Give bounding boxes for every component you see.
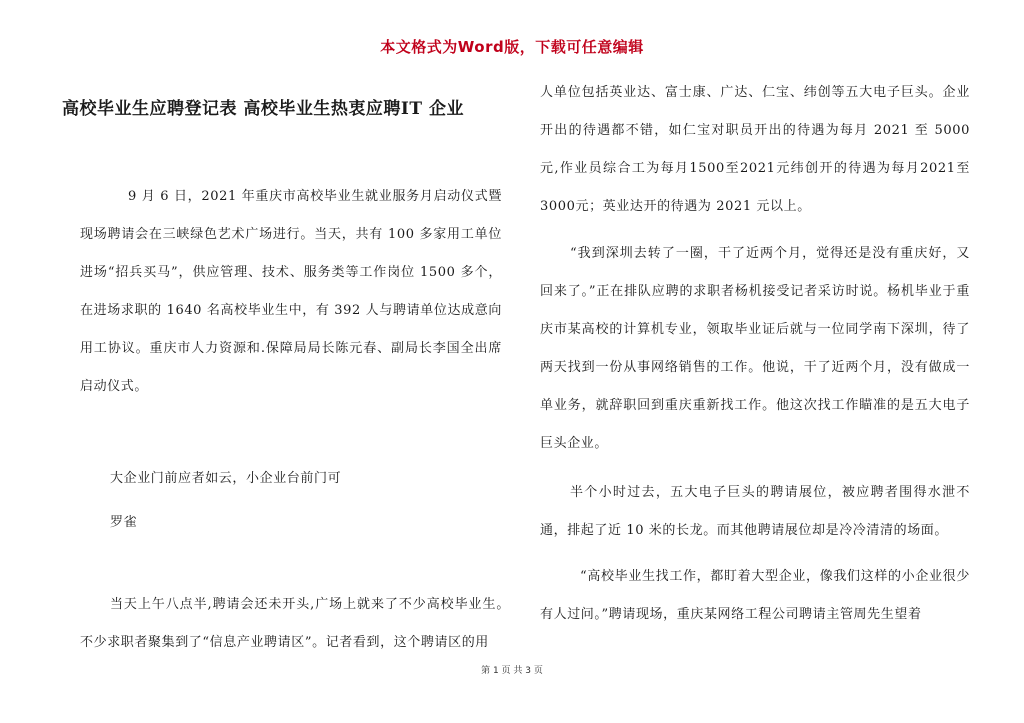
right-paragraph-2: “我到深圳去转了一圈，干了近两个月，觉得还是没有重庆好，又回来了。”正在排队应聘的求职者杨机接受记者采访时说。杨机毕业于重庆市某高校的计算机专业，领取毕业证后就与一位同学南下深圳，待了两天找到一份从事网络销售的工作。他说，干了近两个月，没有做成一单业务，就辞职回到重庆重新找工作。他这次找工作瞄准的是五大电子巨头企业。 <box>540 246 970 451</box>
download-banner: 本文格式为Word版，下载可任意编辑 <box>380 38 644 56</box>
section-subheading-line-2: 罗雀 <box>110 515 138 530</box>
left-paragraph-1: 9 月 6 日，2021 年重庆市高校毕业生就业服务月启动仪式暨现场聘请会在三峡绿色艺术广场进行。当天，共有 100 多家用工单位进场“招兵买马”，供应管理、技术、服务类等工作岗位 1500 多个，在进场求职的 1640 名高校毕业生中，有 392 人与聘请单位达成意向用工协议。重庆市人力资源和.保障局局长陈元春、副局长李国全出席启动仪式。 <box>80 189 502 394</box>
document-title: 高校毕业生应聘登记表 高校毕业生热衷应聘IT 企业 <box>62 99 464 119</box>
right-paragraph-4: “高校毕业生找工作，都盯着大型企业，像我们这样的小企业很少有人过问。”聘请现场，重庆某网络工程公司聘请主管周先生望着 <box>540 569 970 622</box>
right-paragraph-1: 人单位包括英业达、富士康、广达、仁宝、纬创等五大电子巨头。企业开出的待遇都不错，如仁宝对职员开出的待遇为每月 2021 至 5000 元,作业员综合工为每月1500至2021元纬创开的待遇为每月2021至3000元；英业达开的待遇为 2021 元以上。 <box>540 85 970 214</box>
right-paragraph-3: 半个小时过去，五大电子巨头的聘请展位，被应聘者围得水泄不通，排起了近 10 米的长龙。而其他聘请展位却是冷冷清清的场面。 <box>540 485 970 538</box>
section-subheading-line-1: 大企业门前应者如云，小企业台前门可 <box>110 471 342 486</box>
left-paragraph-2: 当天上午八点半,聘请会还未开头,广场上就来了不少高校毕业生。不少求职者聚集到了“信息产业聘请区”。记者看到，这个聘请区的用 <box>80 597 510 650</box>
page-indicator: 第 1 页 共 3 页 <box>481 666 543 676</box>
